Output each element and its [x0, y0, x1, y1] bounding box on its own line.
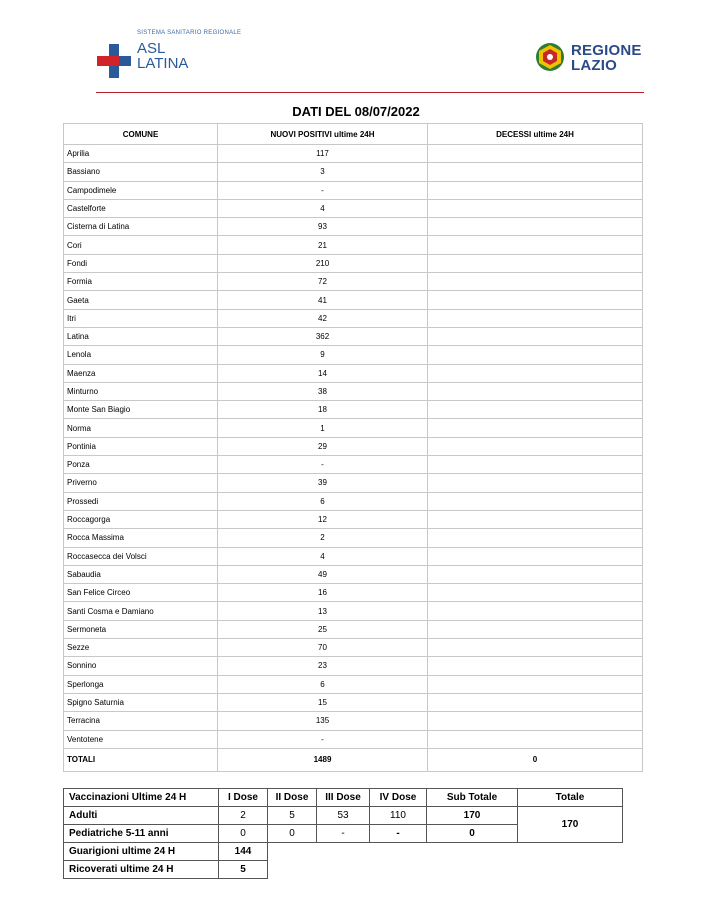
table-row — [64, 639, 643, 657]
cell-decessi — [428, 236, 643, 254]
cell-decessi — [428, 712, 643, 730]
cell-comune: Minturno — [64, 382, 218, 400]
totals-row — [64, 748, 643, 771]
cell-decessi — [428, 346, 643, 364]
cell-positivi: 14 — [218, 364, 428, 382]
cell-positivi: 3 — [218, 163, 428, 181]
vax-ped-d3: - — [317, 825, 370, 843]
table-row — [64, 218, 643, 236]
totals-decessi: 0 — [428, 748, 643, 771]
ricoverati-label: Ricoverati ultime 24 H — [64, 861, 219, 879]
guarigioni-label: Guarigioni ultime 24 H — [64, 843, 219, 861]
table-row — [64, 693, 643, 711]
cell-positivi: - — [218, 181, 428, 199]
cell-decessi — [428, 565, 643, 583]
cell-comune: Norma — [64, 419, 218, 437]
col-decessi: DECESSI ultime 24H — [428, 124, 643, 145]
table-row — [64, 364, 643, 382]
cell-positivi: 29 — [218, 437, 428, 455]
cell-decessi — [428, 254, 643, 272]
cell-positivi: 39 — [218, 474, 428, 492]
cell-positivi: 1 — [218, 419, 428, 437]
cell-decessi — [428, 437, 643, 455]
cell-positivi: - — [218, 730, 428, 748]
cell-positivi: 4 — [218, 199, 428, 217]
cell-comune: Latina — [64, 327, 218, 345]
cell-decessi — [428, 291, 643, 309]
cell-comune: Roccagorga — [64, 510, 218, 528]
vax-totale: 170 — [518, 807, 623, 843]
cell-decessi — [428, 181, 643, 199]
cell-positivi: 12 — [218, 510, 428, 528]
table-row — [64, 602, 643, 620]
cell-positivi: 72 — [218, 273, 428, 291]
table-row — [64, 565, 643, 583]
cell-comune: Sonnino — [64, 657, 218, 675]
cell-decessi — [428, 730, 643, 748]
table-row — [64, 273, 643, 291]
cell-positivi: 6 — [218, 675, 428, 693]
cell-decessi — [428, 327, 643, 345]
vax-col-d3: III Dose — [317, 789, 370, 807]
cell-decessi — [428, 620, 643, 638]
cell-decessi — [428, 602, 643, 620]
cell-positivi: 2 — [218, 529, 428, 547]
cell-decessi — [428, 693, 643, 711]
table-row — [64, 675, 643, 693]
cell-positivi: 135 — [218, 712, 428, 730]
cell-comune: Sabaudia — [64, 565, 218, 583]
table-row — [64, 419, 643, 437]
cell-decessi — [428, 529, 643, 547]
cell-comune: Castelforte — [64, 199, 218, 217]
cell-decessi — [428, 675, 643, 693]
cell-comune: Santi Cosma e Damiano — [64, 602, 218, 620]
vax-adulti-d4: 110 — [370, 807, 427, 825]
ricoverati-value: 5 — [219, 861, 268, 879]
cell-decessi — [428, 584, 643, 602]
table-row — [64, 712, 643, 730]
cell-positivi: 41 — [218, 291, 428, 309]
cell-positivi: 38 — [218, 382, 428, 400]
cell-decessi — [428, 364, 643, 382]
vax-col-totale: Totale — [518, 789, 623, 807]
table-row — [64, 254, 643, 272]
vax-col-d2: II Dose — [268, 789, 317, 807]
vax-adulti-sub: 170 — [427, 807, 518, 825]
cell-positivi: 117 — [218, 145, 428, 163]
vax-title: Vaccinazioni Ultime 24 H — [64, 789, 219, 807]
cell-positivi: 21 — [218, 236, 428, 254]
cell-positivi: 18 — [218, 401, 428, 419]
guarigioni-value: 144 — [219, 843, 268, 861]
asl-supertitle: SISTEMA SANITARIO REGIONALE — [137, 30, 242, 36]
vax-adulti-d3: 53 — [317, 807, 370, 825]
cell-comune: Bassiano — [64, 163, 218, 181]
table-row — [64, 584, 643, 602]
cell-comune: Priverno — [64, 474, 218, 492]
cell-decessi — [428, 456, 643, 474]
table-row — [64, 456, 643, 474]
ricoverati-row — [64, 861, 623, 879]
asl-name — [137, 41, 188, 71]
cell-positivi: 362 — [218, 327, 428, 345]
cell-decessi — [428, 273, 643, 291]
cell-decessi — [428, 474, 643, 492]
cell-comune: Rocca Massima — [64, 529, 218, 547]
cell-decessi — [428, 657, 643, 675]
table-row — [64, 529, 643, 547]
cell-decessi — [428, 163, 643, 181]
cell-comune: Monte San Biagio — [64, 401, 218, 419]
table-row — [64, 401, 643, 419]
vax-ped-d2: 0 — [268, 825, 317, 843]
region-line2: LAZIO — [571, 57, 617, 74]
cell-comune: Prossedi — [64, 492, 218, 510]
cell-comune: Roccasecca dei Volsci — [64, 547, 218, 565]
vax-col-sub: Sub Totale — [427, 789, 518, 807]
col-comune: COMUNE — [64, 124, 218, 145]
cell-comune: Itri — [64, 309, 218, 327]
cell-positivi: 15 — [218, 693, 428, 711]
cell-positivi: 210 — [218, 254, 428, 272]
table-row — [64, 199, 643, 217]
cell-decessi — [428, 382, 643, 400]
vax-header-row — [64, 789, 623, 807]
cell-comune: San Felice Circeo — [64, 584, 218, 602]
table-row — [64, 474, 643, 492]
vax-col-d1: I Dose — [219, 789, 268, 807]
vax-adulti-d2: 5 — [268, 807, 317, 825]
cell-comune: Lenola — [64, 346, 218, 364]
cell-decessi — [428, 401, 643, 419]
cell-decessi — [428, 145, 643, 163]
cell-comune: Ponza — [64, 456, 218, 474]
cell-decessi — [428, 309, 643, 327]
table-row — [64, 620, 643, 638]
cell-positivi: 42 — [218, 309, 428, 327]
cell-comune: Cori — [64, 236, 218, 254]
vax-ped-d4: - — [370, 825, 427, 843]
cell-positivi: 49 — [218, 565, 428, 583]
page-title: DATI DEL 08/07/2022 — [292, 104, 420, 119]
regione-lazio-emblem-icon — [535, 42, 565, 72]
vax-col-d4: IV Dose — [370, 789, 427, 807]
table-row — [64, 327, 643, 345]
cell-positivi: 9 — [218, 346, 428, 364]
table-row — [64, 730, 643, 748]
guarigioni-row — [64, 843, 623, 861]
table-row — [64, 437, 643, 455]
vaccinazioni-table — [63, 788, 623, 879]
table-header-row — [64, 124, 643, 145]
cell-decessi — [428, 639, 643, 657]
cell-positivi: 23 — [218, 657, 428, 675]
cell-comune: Fondi — [64, 254, 218, 272]
cell-comune: Pontinia — [64, 437, 218, 455]
positivi-table — [63, 123, 643, 772]
cell-comune: Maenza — [64, 364, 218, 382]
cell-comune: Cisterna di Latina — [64, 218, 218, 236]
table-row — [64, 382, 643, 400]
cell-decessi — [428, 419, 643, 437]
vax-ped-sub: 0 — [427, 825, 518, 843]
region-line1: REGIONE — [571, 42, 642, 59]
table-row — [64, 657, 643, 675]
regione-lazio-name — [571, 43, 642, 73]
cell-positivi: 4 — [218, 547, 428, 565]
table-row — [64, 181, 643, 199]
totals-positivi: 1489 — [218, 748, 428, 771]
cell-positivi: 16 — [218, 584, 428, 602]
cell-comune: Gaeta — [64, 291, 218, 309]
vax-adulti-row — [64, 807, 623, 825]
page-header — [0, 0, 712, 96]
cell-comune: Formia — [64, 273, 218, 291]
vax-adulti-label: Adulti — [64, 807, 219, 825]
asl-cross-logo-icon — [97, 44, 131, 78]
cell-decessi — [428, 547, 643, 565]
vax-ped-d1: 0 — [219, 825, 268, 843]
cell-comune: Campodimele — [64, 181, 218, 199]
cell-comune: Sermoneta — [64, 620, 218, 638]
table-row — [64, 145, 643, 163]
cell-decessi — [428, 510, 643, 528]
vax-ped-label: Pediatriche 5-11 anni — [64, 825, 219, 843]
asl-line1: ASL — [137, 40, 166, 57]
table-row — [64, 291, 643, 309]
cell-positivi: 6 — [218, 492, 428, 510]
header-divider — [96, 92, 644, 93]
cell-positivi: 13 — [218, 602, 428, 620]
cell-comune: Sperlonga — [64, 675, 218, 693]
table-row — [64, 346, 643, 364]
cell-decessi — [428, 218, 643, 236]
cell-decessi — [428, 492, 643, 510]
cell-positivi: - — [218, 456, 428, 474]
cell-positivi: 25 — [218, 620, 428, 638]
cell-positivi: 93 — [218, 218, 428, 236]
table-row — [64, 510, 643, 528]
cell-positivi: 70 — [218, 639, 428, 657]
cell-comune: Spigno Saturnia — [64, 693, 218, 711]
cell-decessi — [428, 199, 643, 217]
table-row — [64, 547, 643, 565]
cell-comune: Sezze — [64, 639, 218, 657]
table-row — [64, 492, 643, 510]
cell-comune: Ventotene — [64, 730, 218, 748]
table-row — [64, 309, 643, 327]
totals-label: TOTALI — [64, 748, 218, 771]
cell-comune: Terracina — [64, 712, 218, 730]
table-row — [64, 163, 643, 181]
table-row — [64, 236, 643, 254]
col-positivi: NUOVI POSITIVI ultime 24H — [218, 124, 428, 145]
vax-adulti-d1: 2 — [219, 807, 268, 825]
cell-comune: Aprilia — [64, 145, 218, 163]
asl-line2: LATINA — [137, 55, 189, 72]
